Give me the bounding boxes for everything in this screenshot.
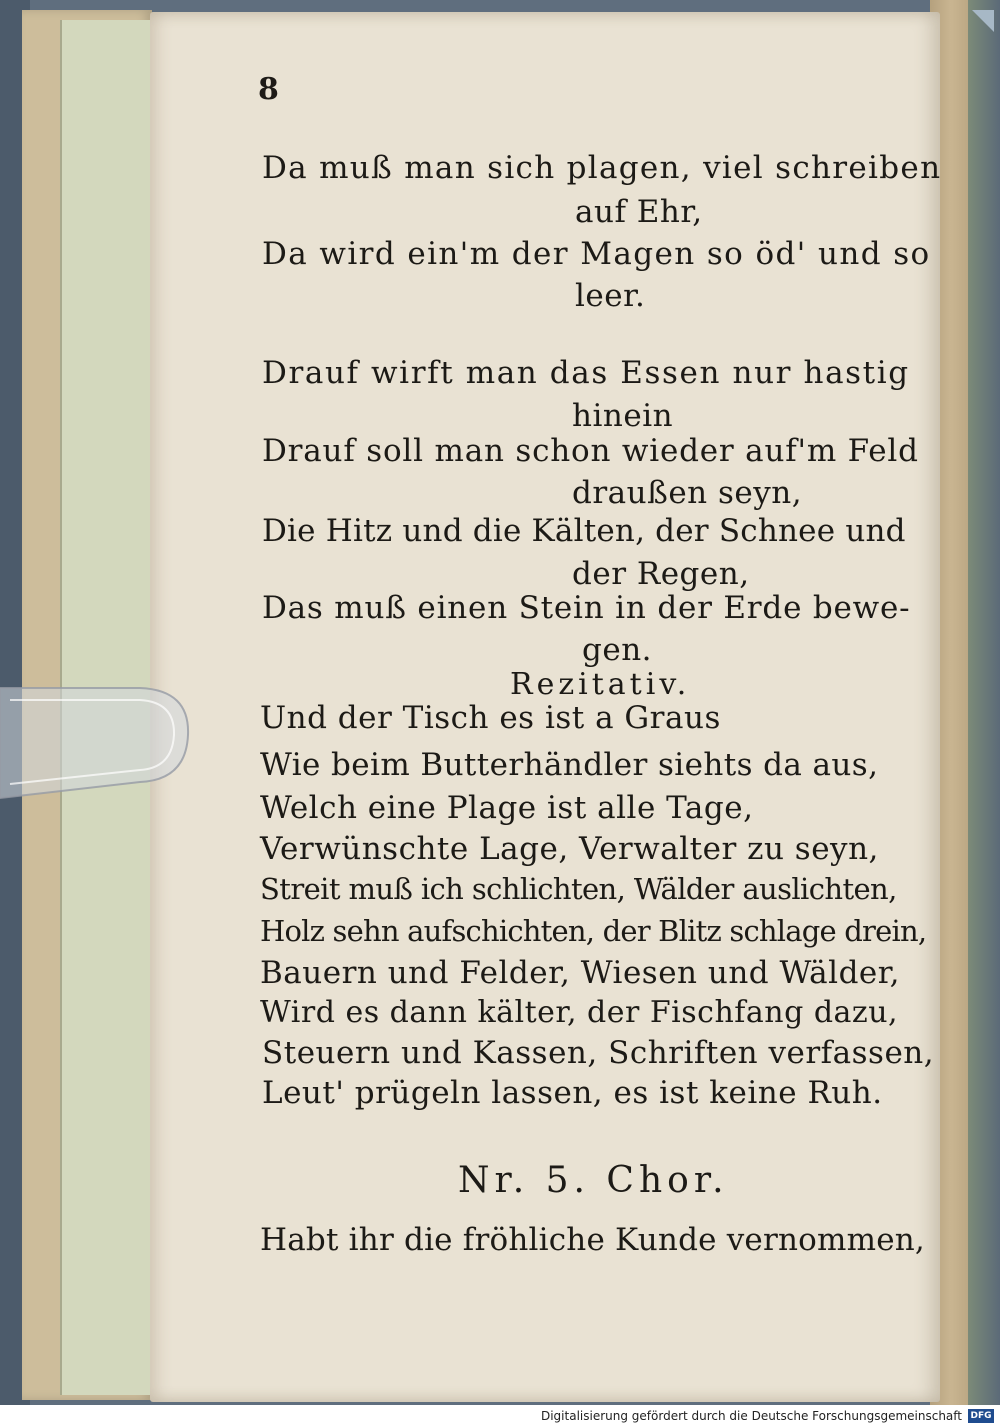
text-line: Da wird ein'm der Magen so öd' und so bbox=[262, 236, 931, 272]
text-line: Das muß einen Stein in der Erde bewe- bbox=[262, 590, 911, 626]
text-line: hinein bbox=[572, 398, 674, 434]
text-line: Wie beim Butterhändler siehts da aus, bbox=[260, 747, 879, 783]
text-line: leer. bbox=[575, 278, 646, 314]
text-line: Streit muß ich schlichten, Wälder auslichten, bbox=[260, 872, 897, 906]
book-cover-right-edge bbox=[968, 0, 1000, 1405]
text-line: Drauf wirft man das Essen nur hastig bbox=[262, 355, 910, 391]
text-line: Die Hitz und die Kälten, der Schnee und bbox=[262, 513, 906, 549]
glass-clip bbox=[0, 680, 200, 820]
text-line: Wird es dann kälter, der Fischfang dazu, bbox=[260, 995, 899, 1030]
text-line: Steuern und Kassen, Schriften verfassen, bbox=[262, 1035, 935, 1071]
text-line: gen. bbox=[582, 632, 653, 668]
funding-notice: Digitalisierung gefördert durch die Deutsche Forschungsgemeinschaft bbox=[540, 1409, 962, 1423]
text-line: Bauern und Felder, Wiesen und Wälder, bbox=[260, 955, 901, 991]
text-line: Leut' prügeln lassen, es ist keine Ruh. bbox=[262, 1075, 883, 1111]
text-line: Holz sehn aufschichten, der Blitz schlage drein, bbox=[260, 914, 927, 948]
corner-fold bbox=[972, 10, 994, 32]
text-line: Da muß man sich plagen, viel schreiben bbox=[262, 150, 942, 186]
dfg-logo-icon: DFG bbox=[968, 1409, 994, 1423]
heading-rezitativ: Rezitativ. bbox=[510, 667, 691, 702]
text-line: der Regen, bbox=[572, 556, 750, 592]
text-line: Verwünschte Lage, Verwalter zu seyn, bbox=[260, 831, 879, 867]
text-line: Welch eine Plage ist alle Tage, bbox=[260, 790, 754, 826]
text-line: Und der Tisch es ist a Graus bbox=[260, 700, 721, 736]
text-line: Drauf soll man schon wieder auf'm Feld bbox=[262, 433, 919, 469]
text-line: Habt ihr die fröhliche Kunde vernommen, bbox=[260, 1222, 925, 1258]
text-line: auf Ehr, bbox=[575, 194, 703, 230]
text-line: draußen seyn, bbox=[572, 475, 803, 511]
heading-chor: Nr. 5. Chor. bbox=[458, 1160, 729, 1201]
footer-bar bbox=[0, 1405, 1000, 1428]
page-number: 8 bbox=[258, 72, 279, 107]
